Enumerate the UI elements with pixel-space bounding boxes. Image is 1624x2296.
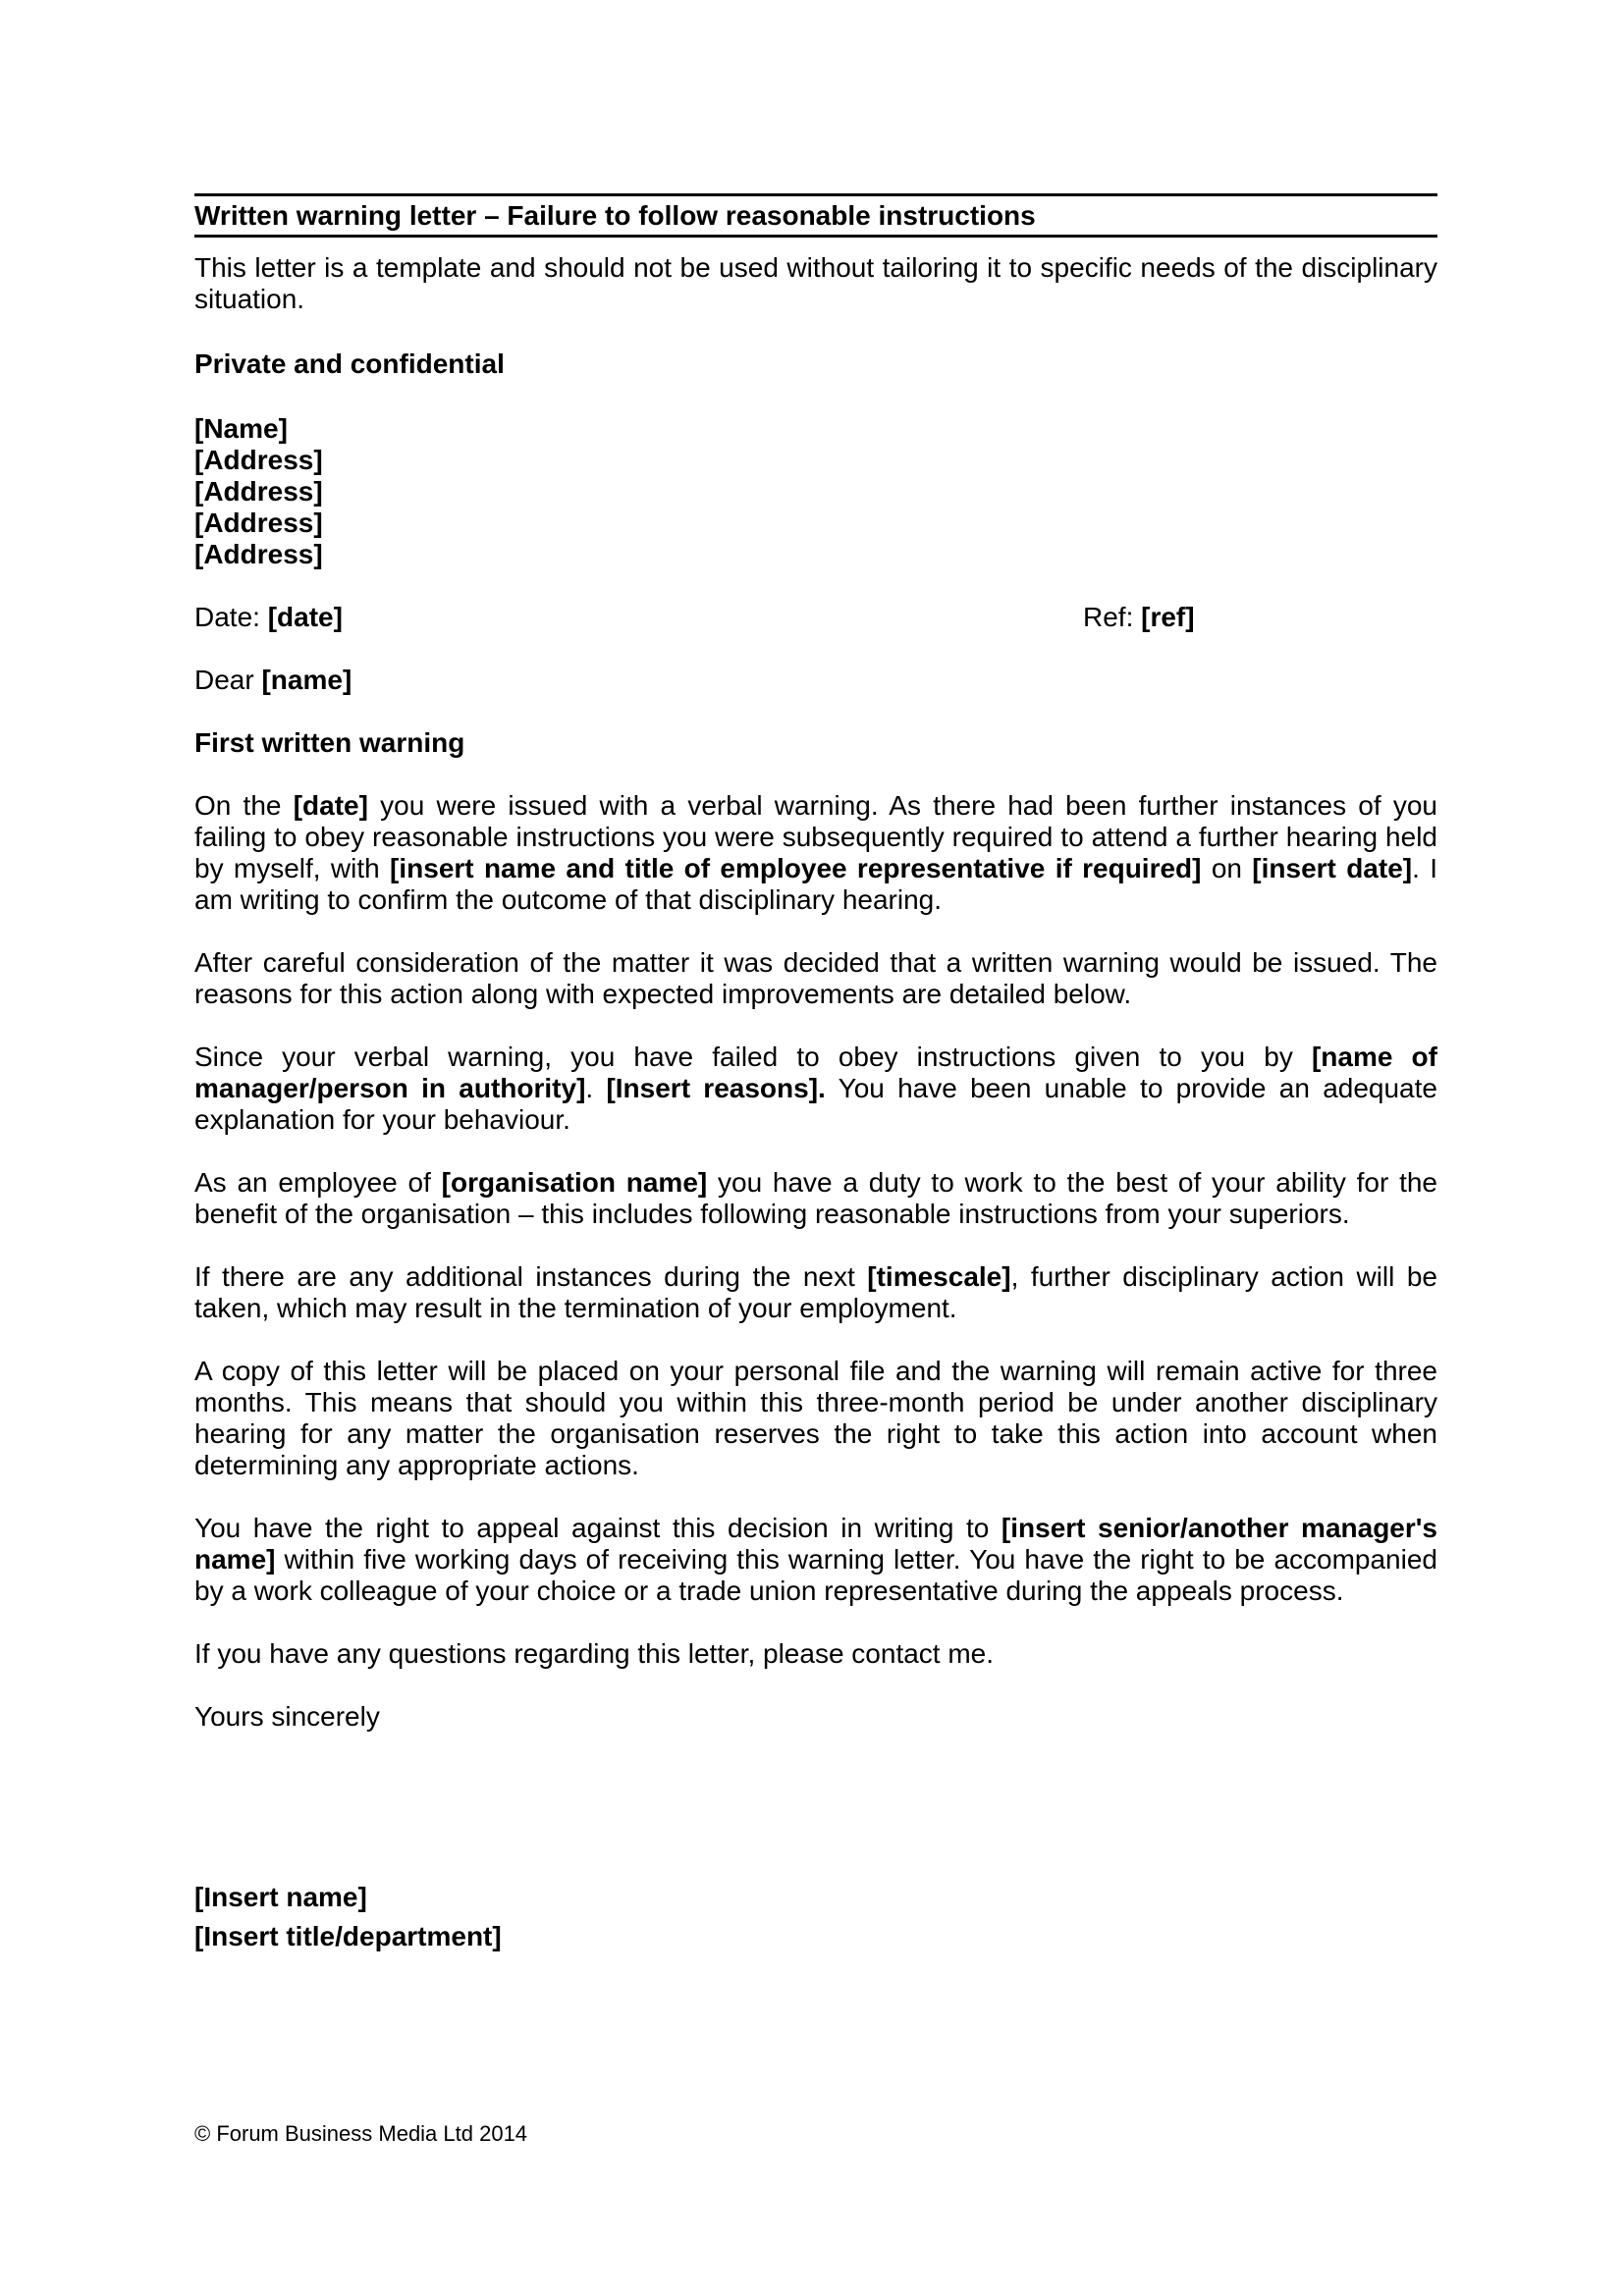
body-paragraph <box>194 1041 1437 1136</box>
placeholder-text: [insert senior/another manager's name] <box>194 1513 1438 1575</box>
placeholder-text: [Insert reasons]. <box>606 1073 826 1103</box>
paragraph-text: You have the right to appeal against this decision in writing to <box>194 1513 1001 1543</box>
document-title: Written warning letter – Failure to follow reasonable instructions <box>194 193 1437 238</box>
paragraph-text: After careful consideration of the matter it was decided that a written warning would be issued. The reasons for this action along with expected improvements are detailed below. <box>194 947 1437 1009</box>
address-line: [Name] <box>194 413 288 444</box>
paragraph-text: As an employee of <box>194 1167 442 1198</box>
letter-paragraphs <box>194 790 1437 1733</box>
ref-label: Ref: <box>1083 602 1142 632</box>
body-paragraph <box>194 1638 1437 1670</box>
signatory-name: [Insert name] <box>194 1882 367 1912</box>
address-line: [Address] <box>194 539 323 569</box>
paragraph-text: On the <box>194 790 294 821</box>
body-paragraph <box>194 1167 1437 1230</box>
salutation <box>194 665 1437 696</box>
letter-body <box>194 193 1437 1956</box>
paragraph-text: A copy of this letter will be placed on your personal file and the warning will remain active for three months. This means that should you within this three-month period be under another disciplinary hearing for any matter the organisation reserves the right to take this action into account when determining any appropriate actions. <box>194 1356 1437 1480</box>
body-paragraph <box>194 1356 1437 1481</box>
template-note: This letter is a template and should not be used without tailoring it to specific needs of the disciplinary situation. <box>194 252 1437 314</box>
body-paragraph <box>194 790 1437 916</box>
paragraph-text: Since your verbal warning, you have failed to obey instructions given to you by <box>194 1041 1312 1072</box>
paragraph-text: If there are any additional instances during the next <box>194 1261 868 1292</box>
paragraph-text: . I am writing to confirm the outcome of that disciplinary hearing. <box>194 853 1438 915</box>
paragraph-text: within five working days of receiving this warning letter. You have the right to be accompanied by a work colleague of your choice or a trade union representative during the appeals process. <box>194 1544 1437 1606</box>
salutation-name: [name] <box>261 665 352 695</box>
placeholder-text: [insert name and title of employee representative if required] <box>390 853 1202 883</box>
placeholder-text: [date] <box>293 790 368 821</box>
paragraph-text: You have been unable to provide an adequate explanation for your behaviour. <box>194 1073 1437 1135</box>
placeholder-text: [name of manager/person in authority] <box>194 1041 1437 1103</box>
placeholder-text: [insert date] <box>1252 853 1413 883</box>
paragraph-text: . <box>585 1073 607 1103</box>
confidential-label: Private and confidential <box>194 348 505 379</box>
signatory-title: [Insert title/department] <box>194 1921 502 1951</box>
date-label: Date: <box>194 602 268 632</box>
address-line: [Address] <box>194 476 323 507</box>
salutation-text: Dear <box>194 665 262 695</box>
body-paragraph <box>194 947 1437 1010</box>
body-paragraph <box>194 1513 1437 1607</box>
paragraph-text: If you have any questions regarding this letter, please contact me. <box>194 1638 995 1669</box>
paragraph-text: , further disciplinary action will be taken, which may result in the termination of your employment. <box>194 1261 1437 1323</box>
paragraph-text: you were issued with a verbal warning. As there had been further instances of you failing to obey reasonable instructions you were subsequently required to attend a further hearing held by myself, with <box>194 790 1437 883</box>
address-line: [Address] <box>194 507 323 538</box>
body-paragraph <box>194 1261 1437 1324</box>
paragraph-text: Yours sincerely <box>194 1701 380 1732</box>
copyright-footer: © Forum Business Media Ltd 2014 <box>194 2121 528 2146</box>
date-value: [date] <box>267 602 343 632</box>
date-ref-row <box>194 602 1437 633</box>
body-paragraph <box>194 1701 1437 1733</box>
paragraph-text: you have a duty to work to the best of your ability for the benefit of the organisation – this includes following reasonable instructions from your superiors. <box>194 1167 1437 1229</box>
signature-block <box>194 1878 1437 1956</box>
letter-subject: First written warning <box>194 727 465 758</box>
recipient-address <box>194 413 1437 570</box>
address-line: [Address] <box>194 445 323 475</box>
date-field <box>194 602 343 633</box>
ref-value: [ref] <box>1141 602 1195 632</box>
paragraph-text: on <box>1201 853 1253 883</box>
placeholder-text: [organisation name] <box>441 1167 708 1198</box>
placeholder-text: [timescale] <box>867 1261 1011 1292</box>
ref-field <box>1083 602 1195 633</box>
